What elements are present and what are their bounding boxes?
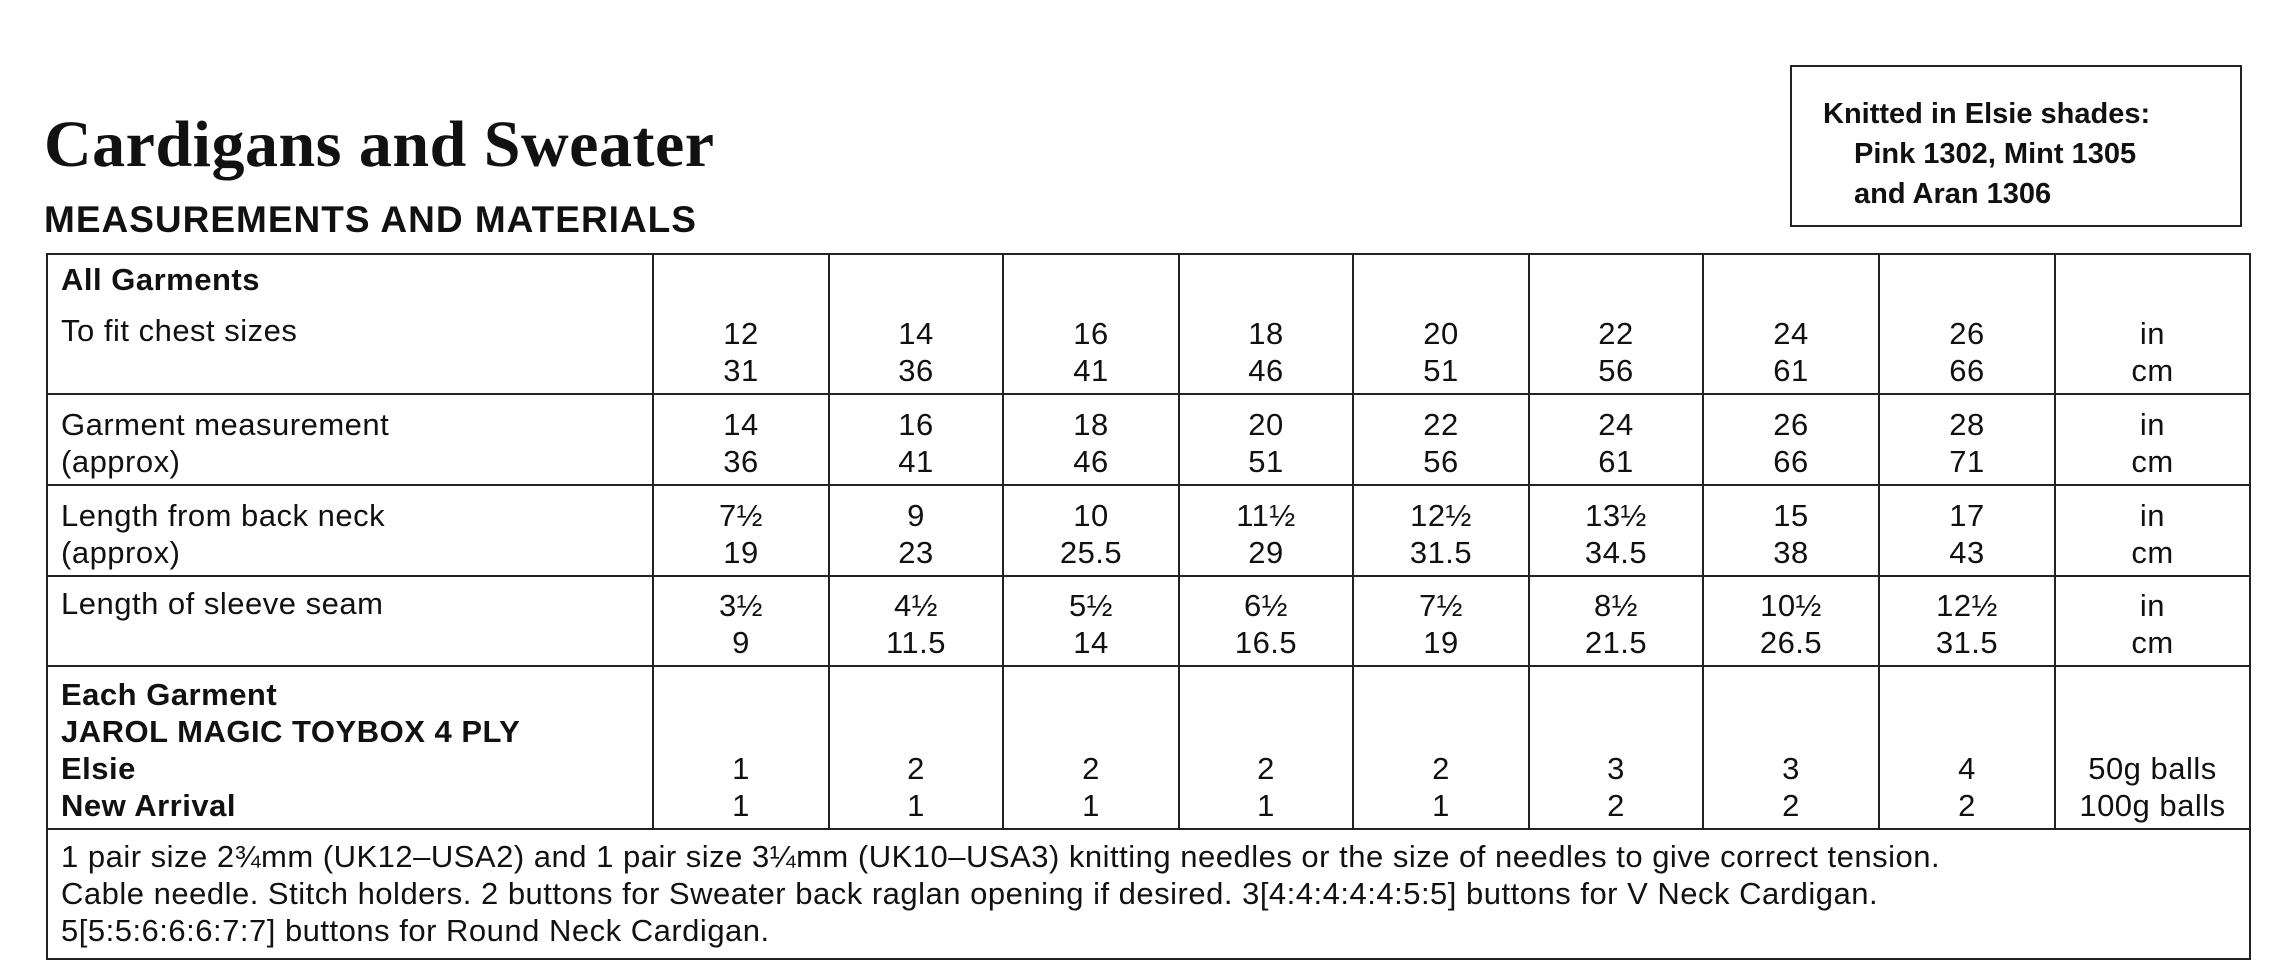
size-cell [1879, 666, 2055, 829]
value-cm: 31.5 [1409, 535, 1473, 570]
garment-measurement-label: Garment measurement [61, 407, 390, 442]
value-cm: 9 [732, 625, 750, 660]
size-cell [829, 485, 1003, 576]
value-cm: 46 [1248, 353, 1284, 388]
elsie-balls: 2 [907, 751, 925, 786]
new-arrival-balls: 2 [1958, 788, 1976, 823]
unit-in: in [2139, 316, 2166, 351]
value-in: 12½ [1410, 498, 1472, 533]
sleeve-seam-label: Length of sleeve seam [61, 586, 384, 621]
value-in: 17 [1949, 498, 1985, 533]
size-cell [1353, 485, 1529, 576]
table-row-garment-measurement [47, 394, 2250, 485]
value-in: 12 [723, 316, 759, 351]
value-in: 22 [1598, 316, 1634, 351]
approx-label: (approx) [61, 444, 181, 479]
size-cell [1353, 254, 1529, 394]
unit-cm: cm [2131, 444, 2174, 479]
new-arrival-balls: 2 [1782, 788, 1800, 823]
size-cell [1003, 254, 1179, 394]
accessories-note: Cable needle. Stitch holders. 2 buttons for Sweater back raglan opening if desired. 3[4:4:4:4:4:5:5] buttons for V Neck Cardigan. [61, 876, 1879, 911]
value-cm: 51 [1423, 353, 1459, 388]
size-cell [1529, 666, 1703, 829]
value-cm: 16.5 [1234, 625, 1298, 660]
size-cell [1703, 394, 1879, 485]
value-in: 20 [1423, 316, 1459, 351]
value-in: 22 [1423, 407, 1459, 442]
value-cm: 19 [1423, 625, 1459, 660]
size-cell [1003, 394, 1179, 485]
size-cell [1179, 394, 1353, 485]
shade-line-2: Pink 1302, Mint 1305 [1854, 138, 2137, 170]
value-in: 16 [898, 407, 934, 442]
shade-line-3: and Aran 1306 [1854, 178, 2052, 210]
value-in: 6½ [1243, 588, 1289, 623]
chest-sizes-label: To fit chest sizes [61, 313, 298, 348]
value-in: 20 [1248, 407, 1284, 442]
value-cm: 41 [898, 444, 934, 479]
value-in: 16 [1073, 316, 1109, 351]
needles-note: 1 pair size 2¾mm (UK12–USA2) and 1 pair size 3¼mm (UK10–USA3) knitting needles or the size of needles to give correct tension. [61, 839, 1941, 874]
size-cell [653, 576, 829, 666]
value-in: 10 [1073, 498, 1109, 533]
new-arrival-label: New Arrival [61, 788, 236, 823]
yarn-name: JAROL MAGIC TOYBOX 4 PLY [61, 714, 521, 749]
notes-cell [47, 829, 2250, 959]
value-in: 7½ [1418, 588, 1464, 623]
size-cell [1529, 485, 1703, 576]
value-in: 24 [1773, 316, 1809, 351]
back-neck-length-label: Length from back neck [61, 498, 386, 533]
unit-cell [2055, 394, 2250, 485]
value-cm: 38 [1773, 535, 1809, 570]
value-cm: 71 [1949, 444, 1985, 479]
elsie-balls: 3 [1607, 751, 1625, 786]
size-cell [829, 666, 1003, 829]
size-cell [653, 666, 829, 829]
size-cell [829, 254, 1003, 394]
new-arrival-balls: 1 [1432, 788, 1450, 823]
table-row-yarn-quantities [47, 666, 2250, 829]
unit-cm: cm [2131, 625, 2174, 660]
buttons-note: 5[5:5:6:6:6:7:7] buttons for Round Neck Cardigan. [61, 913, 770, 948]
value-cm: 61 [1598, 444, 1634, 479]
size-cell [1879, 394, 2055, 485]
value-cm: 36 [898, 353, 934, 388]
page-title: Cardigans and Sweater [44, 108, 715, 181]
value-in: 18 [1248, 316, 1284, 351]
unit-in: in [2139, 588, 2166, 623]
size-cell [1179, 576, 1353, 666]
unit-cell [2055, 254, 2250, 394]
size-cell [1879, 576, 2055, 666]
unit-cell [2055, 666, 2250, 829]
value-in: 5½ [1068, 588, 1114, 623]
new-arrival-balls: 1 [1257, 788, 1275, 823]
size-cell [1879, 254, 2055, 394]
value-cm: 34.5 [1584, 535, 1648, 570]
value-in: 3½ [718, 588, 764, 623]
value-cm: 26.5 [1759, 625, 1823, 660]
size-cell [1179, 666, 1353, 829]
value-in: 11½ [1236, 498, 1296, 533]
value-cm: 36 [723, 444, 759, 479]
each-garment-heading: Each Garment [61, 677, 278, 712]
value-cm: 41 [1073, 353, 1109, 388]
value-cm: 14 [1073, 625, 1109, 660]
value-in: 28 [1949, 407, 1985, 442]
size-cell [1703, 485, 1879, 576]
size-cell [1353, 576, 1529, 666]
value-cm: 56 [1423, 444, 1459, 479]
unit-cm: cm [2131, 353, 2174, 388]
table-row-notes [47, 829, 2250, 959]
section-subtitle: MEASUREMENTS AND MATERIALS [44, 199, 697, 240]
unit-50g: 50g balls [2088, 751, 2217, 786]
elsie-balls: 4 [1958, 751, 1976, 786]
elsie-balls: 2 [1257, 751, 1275, 786]
shade-line-1: Knitted in Elsie shades: [1823, 98, 2151, 130]
value-in: 14 [898, 316, 934, 351]
size-cell [1353, 666, 1529, 829]
size-cell [653, 254, 829, 394]
value-cm: 25.5 [1059, 535, 1123, 570]
value-cm: 61 [1773, 353, 1809, 388]
size-cell [1529, 394, 1703, 485]
unit-in: in [2139, 498, 2166, 533]
value-in: 15 [1773, 498, 1809, 533]
size-cell [1179, 485, 1353, 576]
new-arrival-balls: 2 [1607, 788, 1625, 823]
value-cm: 11.5 [885, 625, 947, 660]
value-cm: 66 [1949, 353, 1985, 388]
row-label-cell [47, 394, 653, 485]
value-cm: 31 [723, 353, 759, 388]
value-cm: 56 [1598, 353, 1634, 388]
unit-cm: cm [2131, 535, 2174, 570]
value-in: 26 [1773, 407, 1809, 442]
elsie-label: Elsie [61, 751, 136, 786]
size-cell [1003, 485, 1179, 576]
size-cell [1703, 576, 1879, 666]
value-in: 7½ [718, 498, 764, 533]
elsie-balls: 2 [1082, 751, 1100, 786]
size-cell [1529, 576, 1703, 666]
size-cell [653, 394, 829, 485]
value-in: 8½ [1593, 588, 1639, 623]
size-cell [829, 394, 1003, 485]
value-cm: 46 [1073, 444, 1109, 479]
table-row-sleeve-seam [47, 576, 2250, 666]
value-in: 4½ [893, 588, 939, 623]
size-cell [829, 576, 1003, 666]
value-cm: 19 [723, 535, 759, 570]
table-row-back-neck-length [47, 485, 2250, 576]
size-cell [1703, 254, 1879, 394]
row-label-cell [47, 576, 653, 666]
new-arrival-balls: 1 [732, 788, 750, 823]
value-cm: 29 [1248, 535, 1284, 570]
table-row-chest-sizes [47, 254, 2250, 394]
size-cell [1703, 666, 1879, 829]
value-cm: 51 [1248, 444, 1284, 479]
value-in: 10½ [1760, 588, 1822, 623]
row-label-cell [47, 666, 653, 829]
elsie-balls: 3 [1782, 751, 1800, 786]
elsie-balls: 1 [732, 751, 750, 786]
size-cell [1179, 254, 1353, 394]
unit-100g: 100g balls [2079, 788, 2226, 823]
value-in: 9 [907, 498, 925, 533]
size-cell [1529, 254, 1703, 394]
unit-cell [2055, 485, 2250, 576]
new-arrival-balls: 1 [1082, 788, 1100, 823]
value-in: 18 [1073, 407, 1109, 442]
size-cell [1353, 394, 1529, 485]
elsie-balls: 2 [1432, 751, 1450, 786]
value-in: 26 [1949, 316, 1985, 351]
size-cell [1879, 485, 2055, 576]
new-arrival-balls: 1 [907, 788, 925, 823]
value-cm: 23 [898, 535, 934, 570]
shade-info-box [1790, 65, 2242, 227]
size-cell [1003, 666, 1179, 829]
row-label-cell [47, 254, 653, 394]
size-cell [653, 485, 829, 576]
unit-in: in [2139, 407, 2166, 442]
value-in: 24 [1598, 407, 1634, 442]
value-cm: 66 [1773, 444, 1809, 479]
row-label-cell [47, 485, 653, 576]
value-cm: 43 [1949, 535, 1985, 570]
value-cm: 31.5 [1935, 625, 1999, 660]
value-cm: 21.5 [1584, 625, 1648, 660]
value-in: 13½ [1585, 498, 1647, 533]
unit-cell [2055, 576, 2250, 666]
approx-label: (approx) [61, 535, 181, 570]
size-cell [1003, 576, 1179, 666]
measurements-table [46, 253, 2251, 960]
value-in: 12½ [1936, 588, 1998, 623]
value-in: 14 [723, 407, 759, 442]
all-garments-heading: All Garments [61, 262, 260, 297]
